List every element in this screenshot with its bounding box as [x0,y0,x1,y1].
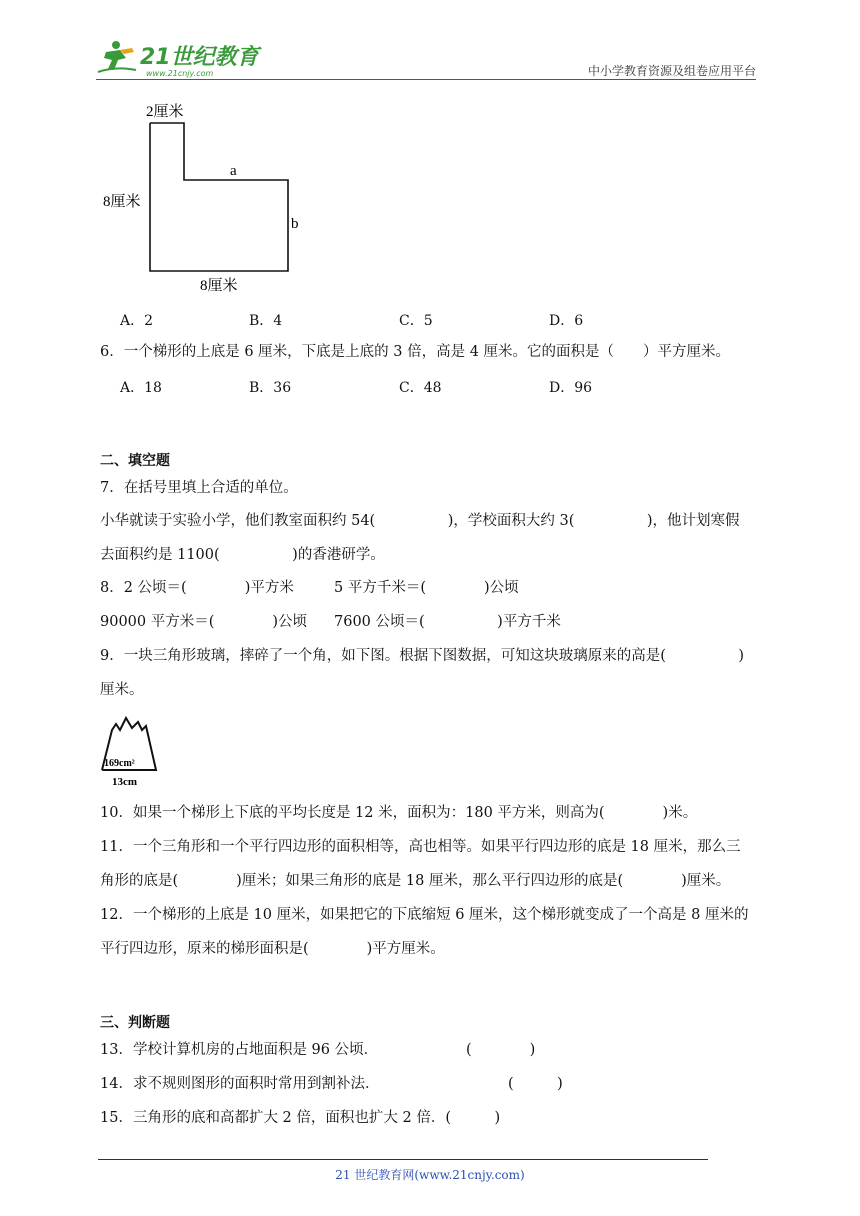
glass-area-label: 169cm² [104,758,135,769]
q6-option-b[interactable]: B．36 [249,380,292,396]
q7-line-1: 小华就读于实验小学，他们教室面积约 54( )，学校面积大约 3( )，他计划寒假 [100,513,740,529]
q9-line-1: 9．一块三角形玻璃，摔碎了一个角，如下图。根据下图数据，可知这块玻璃原来的高是( ) [100,648,745,664]
q8-item-1: 8．2 公顷＝( )平方米 [100,580,294,596]
q8-item-2: 5 平方千米＝( )公顷 [334,580,519,596]
q5-option-d[interactable]: D．6 [549,313,584,329]
q11-line-1: 11．一个三角形和一个平行四边形的面积相等，高也相等。如果平行四边形的底是 18 厘米，那么三 [100,839,741,855]
q6-stem: 6．一个梯形的上底是 6 厘米，下底是上底的 3 倍，高是 4 厘米。它的面积是（ ）平方厘米。 [100,344,731,360]
q8-item-3: 90000 平方米＝( )公顷 [100,614,308,630]
left-height-label: 8厘米 [103,194,141,210]
glass-base-label: 13cm [112,776,138,788]
site-logo [96,36,266,80]
logo-url: www.21cnjy.com [146,69,214,78]
q11-line-2: 角形的底是( )厘米；如果三角形的底是 18 厘米，那么平行四边形的底是( )厘米。 [100,873,731,889]
l-shape-figure [100,96,310,301]
q14-stem: 14．求不规则图形的面积时常用到割补法． [100,1076,380,1092]
q6-option-c[interactable]: C．48 [399,380,442,396]
q9-line-2: 厘米。 [100,682,144,698]
header-divider [96,79,756,80]
q10-stem: 10．如果一个梯形上下底的平均长度是 12 米，面积为：180 平方米，则高为( )米。 [100,805,698,821]
bottom-width-label: 8厘米 [200,278,238,294]
q15-stem: 15．三角形的底和高都扩大 2 倍，面积也扩大 2 倍．( ) [100,1110,501,1126]
q12-line-2: 平行四边形，原来的梯形面积是( )平方厘米。 [100,941,445,957]
q8-item-4: 7600 公顷＝( )平方千米 [334,614,561,630]
header-platform-text: 中小学教育资源及组卷应用平台 [587,64,756,78]
broken-glass-figure [98,714,160,790]
q5-option-a[interactable]: A．2 [120,313,154,329]
footer-divider [98,1159,708,1160]
b-label: b [291,216,299,232]
logo-text: 21世纪教育 [140,45,259,70]
q5-option-c[interactable]: C．5 [399,313,433,329]
q5-option-b[interactable]: B．4 [249,313,283,329]
q13-answer-blank[interactable]: ( ) [466,1042,536,1058]
q14-answer-blank[interactable]: ( ) [508,1076,563,1092]
footer-link[interactable]: 21 世纪教育网(www.21cnjy.com) [335,1168,525,1182]
section-judgment-title: 三、判断题 [100,1015,170,1031]
q6-option-d[interactable]: D．96 [549,380,593,396]
q7-stem: 7．在括号里填上合适的单位。 [100,480,298,496]
q12-line-1: 12．一个梯形的上底是 10 厘米，如果把它的下底缩短 6 厘米，这个梯形就变成了一个高是 8 厘米的 [100,907,749,923]
q7-line-2: 去面积约是 1100( )的香港研学。 [100,547,385,563]
q13-stem: 13．学校计算机房的占地面积是 96 公顷． [100,1042,379,1058]
top-width-label: 2厘米 [146,104,184,120]
a-label: a [230,163,237,179]
section-fill-in-title: 二、填空题 [100,453,170,469]
q6-option-a[interactable]: A．18 [120,380,162,396]
